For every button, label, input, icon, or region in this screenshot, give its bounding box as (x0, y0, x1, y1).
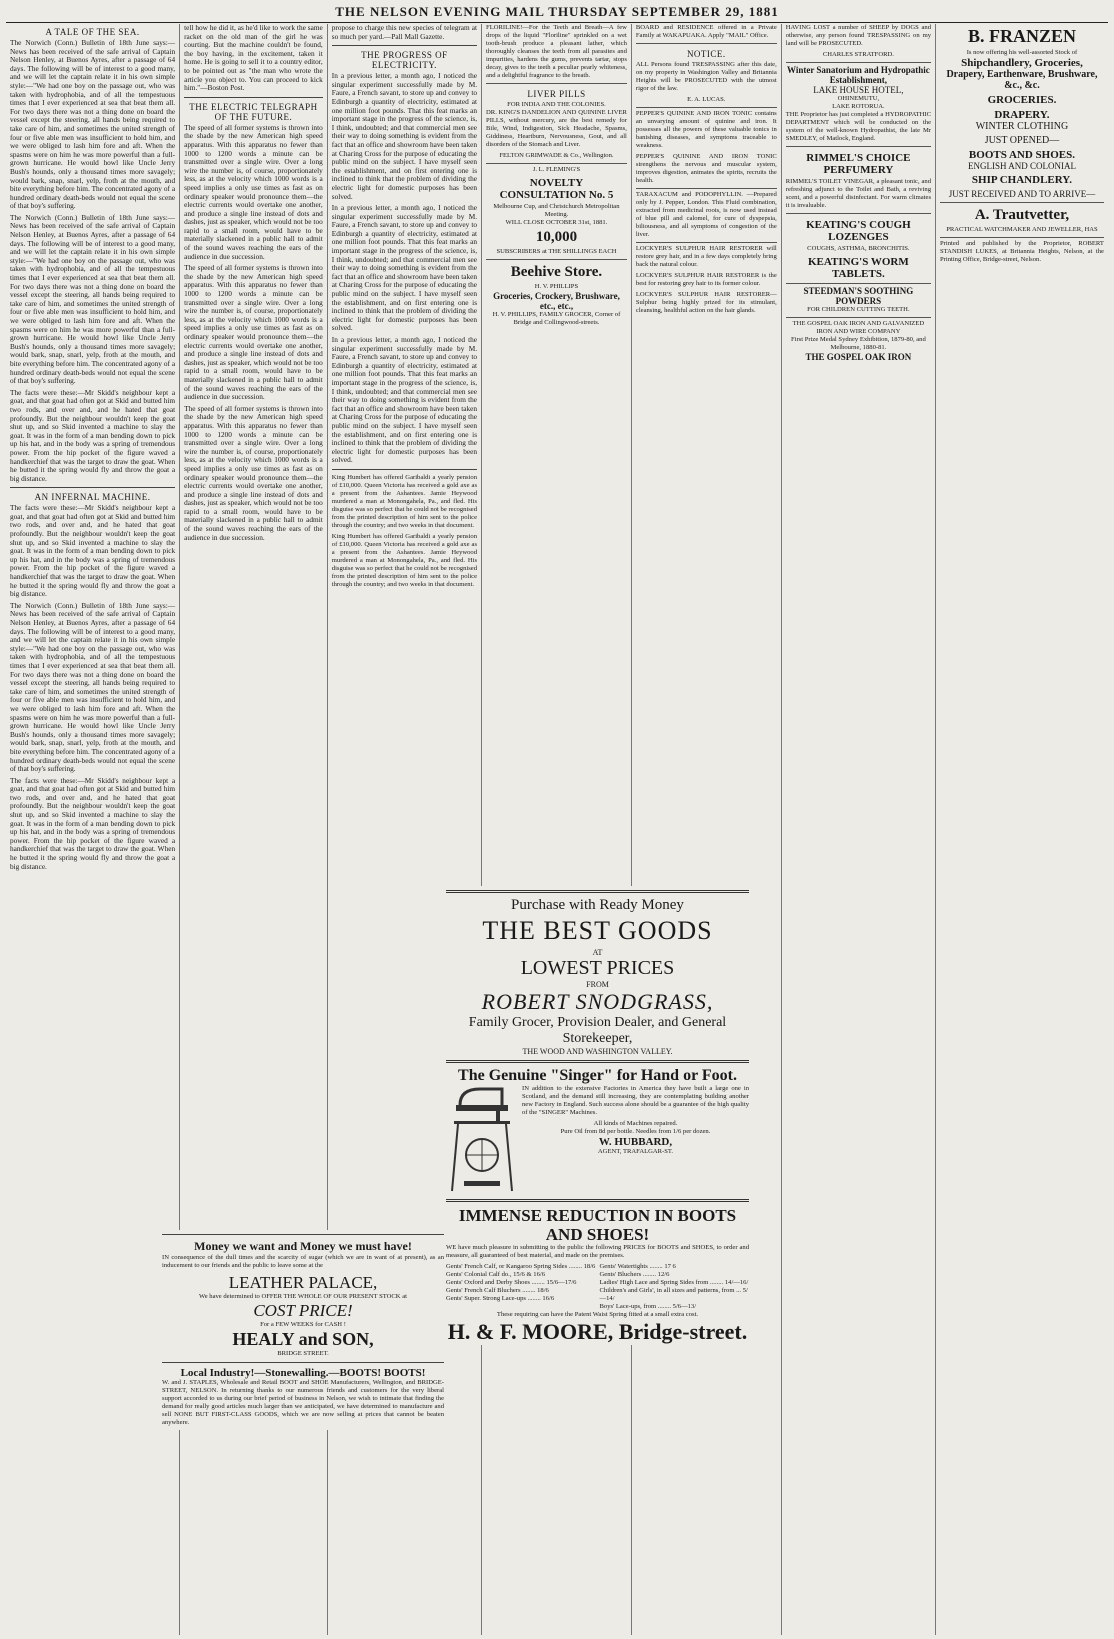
ad-heading: GROCERIES. (987, 94, 1057, 106)
ad-heading: Shipchandlery, Groceries, (961, 57, 1083, 69)
article-title: THE ELECTRIC TELEGRAPH OF THE FUTURE. (189, 101, 318, 122)
price-item: Gents' French Calf, or Kangaroo Spring Sides ........ 18/6 (446, 1263, 596, 1270)
news-items: King Humbert has offered Garibaldi a yearly pension of £10,000. Queen Victoria has received a gold axe as a present from the Ashantees. Jamie Heywood murdered a man at Monongahela, Pa., and fled. His disguise was so perfect that he could not be recognised from the printed description of him sent to the police through the country; and two weeks in that document. (331, 532, 478, 588)
ad-title: Beehive Store. (510, 264, 603, 280)
article-body: The facts were these:—Mr Skidd's neighbour kept a goat, and that goat had often got at Skid and butted him two rods, and over and, and he hated that goat profoundly. But the neighbour wouldn't keep the goat shut up, and so Skid invented a machine to slay the goat. It was in the form of a man bending down to pick up his hat, and in the body was a spring of tremendous power. From the hip pocket of the figure waved a handkerchief that was the target to draw the goat. When he butted it the spring would fly and throw the goat a big distance. (10, 775, 176, 871)
notice-ad (636, 43, 777, 104)
ad-title: RIMMEL'S CHOICE PERFUMERY (806, 152, 911, 176)
ad-subheading: LAKE HOUSE HOTEL, (813, 85, 904, 95)
ad-body: These requiring can have the Patent Waist Spring fitted at a small extra cost. (496, 1311, 699, 1318)
price-item: Gents' Oxford and Derby Shoes ........ 15/6—17/6 (446, 1279, 577, 1286)
ad-signature: H. & F. MOORE, Bridge-street. (447, 1319, 748, 1344)
price-item: Gents' French Calf Bluchers ........ 18/6 (446, 1287, 549, 1294)
lockyer-ad (636, 242, 777, 315)
fleming-ad (486, 163, 627, 256)
snodgrass-ad (446, 886, 749, 1345)
divider (446, 1060, 749, 1063)
article-title: THE PROGRESS OF ELECTRICITY. (361, 50, 448, 71)
divider (332, 469, 477, 470)
board-ad: BOARD and RESIDENCE offered in a Private Family at WAKAPUAKA. Apply "MAIL" Office. (635, 24, 777, 39)
ad-heading: DRAPERY. (994, 109, 1050, 121)
price-item: Gents' Colonial Calf do., 15/6 & 16/6 (446, 1271, 545, 1278)
beehive-ad (486, 259, 627, 327)
ad-title: NOVELTY CONSULTATION No. 5 (499, 177, 614, 201)
divider (446, 890, 749, 893)
ad-heading: SHIP CHANDLERY. (971, 174, 1072, 186)
ad-body: All kinds of Machines repaired. (593, 1120, 678, 1127)
ad-heading: Money we want and Money we must have! (194, 1239, 412, 1253)
ad-body: LOCKYER'S SULPHUR HAIR RESTORER is the best for restoring grey hair to its former colour. (635, 272, 777, 287)
price-item: Boys' Lace-ups, from ........ 5/6—13/ (599, 1303, 697, 1310)
ad-heading: THE GOSPEL OAK IRON AND GALVANIZED IRON AND WIRE COMPANY (792, 320, 925, 335)
ad-signature: H. V. PHILLIPS, FAMILY GROCER, Corner of Bridge and Collingwood-streets. (492, 311, 621, 326)
ad-title: The Genuine "Singer" for Hand or Foot. (458, 1067, 737, 1084)
article-body: The Norwich (Conn.) Bulletin of 18th June says:—News has been received of the safe arrival of Captain Nelson Henley, at Buenos Ayres, after a passage of 64 days. The following will be of interest to a good many, and we will let the captain relate it in his own simple style:—"We had one boy on the passage out, who was taken with hydrophobia, and of all the tempestuous times that I ever experienced at sea that beat them all. For two days there was not a thing done on board the vessel except the steering, all hands being required to take care of him, and sometimes the united strength of four or five able men was insufficient to hold him, and we were obliged to lash him fore and aft. When the spasms were on him he was more powerful than a full-grown hurricane. He would howl like Uncle Jerry Bush's hounds, only a thousand times more savagely; would bark, snap, snarl, yelp, froth at the mouth, and bite everything before him. The concentrated agony of a hundred ordinary death-beds would not equal the scene of that boy's suffering. (10, 212, 176, 386)
news-items: King Humbert has offered Garibaldi a yearly pension of £10,000. Queen Victoria has received a gold axe as a present from the Ashantees. Jamie Heywood murdered a man at Monongahela, Pa., and fled. His disguise was so perfect that he could not be recognised from the printed description of him sent to the police through the country; and two weeks in that document. (331, 473, 478, 529)
ad-body: We have determined to OFFER THE WHOLE OF OUR PRESENT STOCK at (199, 1293, 407, 1300)
divider (184, 97, 323, 98)
ad-body: Is now offering his well-assorted Stock of (966, 49, 1078, 56)
ad-heading: JUST OPENED— (984, 135, 1060, 146)
rimmel-ad (786, 146, 931, 210)
price-item: Gents' Super. Strong Lace-ups ........ 16/6 (446, 1295, 555, 1302)
ad-subheading: FOR INDIA AND THE COLONIES. (507, 101, 606, 108)
ad-title: KEATING'S COUGH LOZENGES (806, 219, 911, 243)
ad-title: LEATHER PALACE, (228, 1273, 378, 1292)
article-body: The facts were these:—Mr Skidd's neighbour kept a goat, and that goat had often got at Skid and butted him two rods, and over and, and he hated that goat profoundly. But the neighbour wouldn't keep the goat shut up, and so Skid invented a machine to slay the goat. It was in the form of a man bending down to pick up his hat, and in the body was a spring of tremendous power. From the hip pocket of the figure waved a handkerchief that was the target to draw the goat. When he butted it the spring would fly and throw the goat a big distance. (10, 503, 176, 599)
ad-subheading: WILL CLOSE OCTOBER 31st, 1881. (505, 219, 608, 226)
ad-title: A. Trautvetter, (974, 207, 1070, 223)
article-body: In a previous letter, a month ago, I noticed the singular experiment successfully made by M. Faure, a French savant, to store up and convey to Edinburgh a quantity of electricity, estimated at one million foot pounds. That this feat marks an important stage in the progress of the science, is, I think, undoubted; and that commercial men see their way to doing something is evident from the fact that an office and showroom have been taken at Charing Cross for the purpose of educating the public mind on the subject. I have myself seen the establishment, and on first entering one is inclined to think that the problem of dividing the electric light for domestic purposes has been solved. (331, 335, 478, 465)
article-body: In a previous letter, a month ago, I noticed the singular experiment successfully made by M. Faure, a French savant, to store up and convey to Edinburgh a quantity of electricity, estimated at one million foot pounds. That this feat marks an important stage in the progress of the science, is, I think, undoubted; and that commercial men see their way to doing something is evident from the fact that an office and showroom have been taken at Charing Cross for the purpose of educating the public mind on the subject. I have myself seen the establishment, and on first entering one is inclined to think that the problem of dividing the electric light for domestic purposes has been solved. (331, 71, 478, 201)
ad-subheading: COUGHS, ASTHMA, BRONCHITIS. (807, 245, 910, 252)
ad-title: LOWEST PRICES (520, 957, 675, 979)
ad-body: RIMMEL'S TOILET VINEGAR, a pleasant tonic, and refreshing adjunct to the Toilet and Bath, a reviving scent, and a powerful disinfectant. For warm climates it is invaluable. (785, 178, 932, 209)
masthead: THE NELSON EVENING MAIL THURSDAY SEPTEMBER 29, 1881 (6, 2, 1108, 23)
column-4 (482, 24, 632, 1635)
ad-signature: E. A. LUCAS. (687, 96, 726, 103)
ad-heading: NOTICE. (686, 49, 726, 59)
article-body: The Norwich (Conn.) Bulletin of 18th June says:—News has been received of the safe arrival of Captain Nelson Henley, at Buenos Ayres, after a passage of 64 days. The following will be of interest to a good many, and we will let the captain relate it in his own simple style:—"We had one boy on the passage out, who was taken with hydrophobia, and of all the tempestuous times that I ever experienced at sea that beat them all. For two days there was not a thing done on board the vessel except the steering, all hands being required to take care of him, and sometimes the united strength of four or five able men was insufficient to hold him, and we were obliged to lash him fore and aft. When the spasms were on him he was more powerful than a full-grown hurricane. He would howl like Uncle Jerry Bush's hounds, only a thousand times more savagely; would bark, snap, snarl, yelp, froth at the mouth, and bite everything before him. The concentrated agony of a hundred ordinary death-beds would not equal the scene of that boy's suffering. (10, 600, 176, 774)
ad-subheading: FROM (586, 980, 609, 989)
ad-subheading: SUBSCRIBERS at THE SHILLINGS EACH (496, 248, 617, 255)
divider (162, 1234, 444, 1235)
ad-heading: Purchase with Ready Money (511, 897, 684, 913)
ad-body: DR. KING'S DANDELION AND QUININE LIVER PILLS, without mercury, are the best remedy for Bile, Wind, Indigestion, Sick Headache, Spasms, Giddiness, Heartburn, Nervousness, Gout, and all disorders of the Stomach and Liver. (486, 109, 627, 148)
price-item: Ladies' High Lace and Spring Sides from ........ 14/—16/ (599, 1279, 749, 1286)
ad-subheading: Groceries, Crockery, Brushware, etc., etc., (493, 291, 620, 311)
ad-heading: BOOTS AND SHOES. (968, 149, 1075, 161)
ad-subheading: Family Grocer, Provision Dealer, and General Storekeeper, (468, 1015, 727, 1046)
liver-pills-ad (486, 83, 627, 160)
ad-heading: STEEDMAN'S SOOTHING POWDERS (803, 286, 914, 306)
article-body: In a previous letter, a month ago, I noticed the singular experiment successfully made by M. Faure, a French savant, to store up and convey to Edinburgh a quantity of electricity, estimated at one million foot pounds. That this feat marks an important stage in the progress of the science, is, I think, undoubted; and that commercial men see their way to doing something is evident from the fact that an office and showroom have been taken at Charing Cross for the purpose of educating the public mind on the subject. I have myself seen the establishment, and on first entering one is inclined to think that the problem of dividing the electric light for domestic purposes has been solved. (331, 203, 478, 333)
column-1 (6, 24, 180, 1635)
ad-body: IN addition to the extensive Factories in America they have built a large one in Scotland, and the demand still increasing, they are contemplating building another new Factory in England. Such success alone should be a guarantee of the high quality of the "SINGER" Machines. (522, 1085, 749, 1116)
article-body: The facts were these:—Mr Skidd's neighbour kept a goat, and that goat had often got at Skid and butted him two rods, and over and, and he hated that goat profoundly. But the neighbour wouldn't keep the goat shut up, and so Skid invented a machine to slay the goat. It was in the form of a man bending down to pick up his hat, and in the body was a spring of tremendous power. From the hip pocket of the figure waved a handkerchief that was the target to draw the goat. When he butted it the spring would fly and throw the goat a big distance. (10, 387, 176, 483)
column-5 (632, 24, 782, 1635)
imprint-text: Printed and published by the Proprietor, ROBERT STANDISH LUKES, at Britannia Heights, Nelson, at the Printing Office, Bridge-street, Nelson. (940, 240, 1104, 263)
divider (10, 487, 175, 488)
ad-heading: LIVER PILLS (527, 89, 586, 99)
ad-body: PEPPER'S QUININE AND IRON TONIC contains an unvarying amount of quinine and iron. It possesses all the powers of these valuable tonics in banishing diseases, and symptoms traceable to weakness. (635, 110, 777, 149)
sanatorium-ad (786, 62, 931, 143)
ad-subheading: LAKE ROTORUA. (832, 103, 885, 110)
ad-body: LOCKYER'S SULPHUR HAIR RESTORER—Sulphur being highly prized for its stimulant, cleansing, healthful action on the hair glands. (635, 291, 777, 314)
price-item: Gents' Bluchers ........ 12/6 (599, 1271, 670, 1278)
ad-title: IMMENSE REDUCTION IN BOOTS AND SHOES! (458, 1206, 737, 1244)
ad-body: ALL Persons found TRESPASSING after this date, on my property in Washington Valley and Britannia Heights will be PROSECUTED with the utmost rigor of the law. (635, 61, 777, 92)
ad-heading: Local Industry!—Stonewalling.—BOOTS! BOOTS! (180, 1367, 426, 1379)
trautvetter-ad (940, 202, 1104, 234)
ad-signature: W. HUBBARD, (598, 1136, 673, 1148)
divider (332, 45, 477, 46)
ad-body: THE Proprietor has just completed a HYDROPATHIC DEPARTMENT which will be conducted on the system of the well-known Hydropathist, the late Mr SMEDLEY, of Matlock, England. (785, 111, 932, 142)
ad-signature: FELTON GRIMWADE & Co., Wellington. (499, 152, 614, 159)
price-item: Children's and Girls', in all sizes and patterns, from ... 5/—14/ (599, 1287, 748, 1302)
divider (162, 1362, 444, 1363)
ad-body: IN consequence of the dull times and the scarcity of sugar (which we are in want of at present), as an inducement to our friends and the public to leave some at the (162, 1254, 444, 1269)
ad-subheading: AT (592, 948, 603, 957)
ad-signature: HEALY and SON, (232, 1329, 374, 1349)
ad-subheading: THE WOOD AND WASHINGTON VALLEY. (522, 1047, 673, 1056)
taraxacum-ad (636, 188, 777, 239)
article-title: A TALE OF THE SEA. (45, 27, 140, 37)
ad-title: B. FRANZEN (967, 26, 1076, 46)
ad-subheading: Melbourne Cup, and Christchurch Metropolitan Meeting. (493, 203, 620, 218)
article-body: tell how he did it, as he'd like to work the same racket on the old man of the girl he was courting. But the machine couldn't be found, the boy having, in the excitement, taken it home. He is going to sell it to a country editor, to be pointed out as "the man who wrote the article you object to. You can proceed to kick him."—Boston Post. (184, 24, 323, 93)
ad-subheading: H. V. PHILLIPS (534, 283, 579, 290)
ad-body: WE have much pleasure in submitting to the public the following PRICES for BOOTS and SHOES, to order and measure, all guaranteed of best material, and made on the premises. (446, 1244, 749, 1259)
ad-heading: JUST RECEIVED AND TO ARRIVE— (948, 189, 1096, 199)
ad-heading: WINTER CLOTHING (975, 121, 1069, 132)
article-body: The Norwich (Conn.) Bulletin of 18th June says:—News has been received of the safe arrival of Captain Nelson Henley, at Buenos Ayres, after a passage of 64 days. The following will be of interest to a good many, and we will let the captain relate it in his own simple style:—"We had one boy on the passage out, who was taken with hydrophobia, and of all the tempestuous times that I ever experienced at sea that beat them all. For two days there was not a thing done on board the vessel except the steering, all hands being required to take care of him, and sometimes the united strength of four or five able men was insufficient to hold him, and we were obliged to lash him fore and aft. When the spasms were on him he was more powerful than a full-grown hurricane. He would howl like Uncle Jerry Bush's hounds, only a thousand times more savagely; would bark, snap, snarl, yelp, froth at the mouth, and bite everything before him. The concentrated agony of a hundred ordinary death-beds would not equal the scene of that boy's suffering. (10, 38, 176, 211)
ad-title: KEATING'S WORM TABLETS. (808, 256, 909, 280)
ad-title: THE BEST GOODS (482, 916, 713, 945)
ad-signature: BRIDGE STREET. (277, 1350, 329, 1357)
ad-subheading: First Prize Medal Sydney Exhibition, 1879-80, and Melbourne, 1880-81. (790, 336, 926, 351)
ad-signature: AGENT, TRAFALGAR-ST. (597, 1148, 674, 1155)
column-7 (936, 24, 1108, 1635)
price-list (446, 1263, 749, 1311)
divider (446, 1199, 749, 1202)
gospel-oak-ad (786, 317, 931, 362)
ad-title: COST PRICE! (253, 1301, 353, 1320)
article-body: The speed of all former systems is thrown into the shade by the new American high speed apparatus. With this apparatus no fewer than 1000 to 1200 words a minute can be transmitted over a single wire. Over a long wire the number is, of course, proportionately less, as at the velocity which 1000 words is a speed implies a only use times as fast as on ordinary speaker would pronounce them—the electric currents would overtake one another, and produce a single line instead of dots and dashes, just as speaker, which would not be too rapid to a small room, would have to be materially slackened in a public hall to admit of the sound waves reaching the ears of the audience in due succession. (184, 263, 323, 402)
ad-body: PEPPER'S QUININE AND IRON TONIC strengthens the nervous and muscular system, improves digestion, animates the spirits, recruits the health. (635, 153, 777, 184)
ad-heading: ENGLISH AND COLONIAL (967, 161, 1076, 171)
sewing-machine-illustration (446, 1085, 518, 1195)
price-item: Gents' Watertights ........ 17 6 (599, 1263, 676, 1270)
ad-body: W. and J. STAPLES, Wholesale and Retail BOOT and SHOE Manufacturers, Wellington, and BRIDGE-STREET, NELSON. In returning thanks to our numerous friends and customers for the very liberal support accorded to us during our brief period of business in Nelson, we wish to intimate that finding the demand for really good articles much larger than we anticipated, we have determined to manufacture and sell NONE BUT FIRST-CLASS GOODS, which we are now selling at prices that cannot be beaten anywhere. (162, 1379, 444, 1426)
ad-body: TARAXACUM and PODOPHYLLIN. —Prepared only by J. Pepper, London. This Fluid combination, extracted from medicinal roots, is now used instead of blue pill and calomel, for cure of dyspepsia, biliousness, and all symptoms of congestion of the liver. (635, 191, 777, 238)
ad-title: ROBERT SNODGRASS, (481, 989, 714, 1014)
article-body: The speed of all former systems is thrown into the shade by the new American high speed apparatus. With this apparatus no fewer than 1000 to 1200 words a minute can be transmitted over a single wire. Over a long wire the number is, of course, proportionately less, as at the velocity which 1000 words is a speed implies a only use times as fast as on ordinary speaker would pronounce them—the electric currents would overtake one another, and produce a single line instead of dots and dashes, just as speaker, which would not be too rapid to a small room, would have to be materially slackened in a public hall to admit of the sound waves reaching the ears of the audience in due succession. (184, 122, 323, 261)
ad-subheading: FOR CHILDREN CUTTING TEETH. (807, 306, 910, 313)
floriline-ad: FLORILINE!—For the Teeth and Breath—A few drops of the liquid "Floriline" sprinkled on a wet tooth-brush produce a pleasant lather, which thoroughly cleanses the teeth from all parasites and impurities, hardens the gums, prevents tartar, stops decay, gives to the teeth a peculiar pearly whiteness, and a delightful fragrance to the breath. (486, 24, 627, 79)
column-6 (782, 24, 936, 1635)
leather-palace-ad (162, 1230, 444, 1430)
sheep-notice: HAVING LOST a number of SHEEP by DOGS and otherwise, any person found TRESPASSING on my land will be PROSECUTED. (785, 24, 932, 47)
ad-subheading: OHINEMUTU, (837, 95, 880, 102)
ad-body: Pure Oil from 8d per bottle. Needles from 1/6 per dozen. (560, 1128, 711, 1135)
singer-ad-body (446, 1085, 749, 1195)
ad-number: 10,000 (535, 229, 578, 245)
pepper-ad (636, 107, 777, 185)
imprint (940, 237, 1104, 264)
ad-heading: THE GOSPEL OAK IRON (805, 352, 912, 362)
ad-heading: Winter Sanatorium and Hydropathic Establishment, (786, 65, 930, 85)
article-body: The speed of all former systems is thrown into the shade by the new American high speed apparatus. With this apparatus no fewer than 1000 to 1200 words a minute can be transmitted over a single wire. Over a long wire the number is, of course, proportionately less, as at the velocity which 1000 words is a speed implies a only use times as fast as on ordinary speaker would pronounce them—the electric currents would overtake one another, and produce a single line instead of dots and dashes, just as speaker, which would not be too rapid to a small room, would have to be materially slackened in a public hall to admit of the sound waves reaching the ears of the audience in due succession. (184, 403, 323, 542)
ad-body: For a FEW WEEKS for CASH ! (260, 1321, 346, 1328)
steedman-ad (786, 283, 931, 314)
keating-ad (786, 213, 931, 280)
ad-body: LOCKYER'S SULPHUR HAIR RESTORER will restore grey hair, and in a few days completely bring back the natural colour. (635, 245, 777, 268)
ad-heading: Drapery, Earthenware, Brushware, &c., &c. (946, 69, 1098, 91)
ad-subheading: PRACTICAL WATCHMAKER AND JEWELLER, HAS (946, 226, 1098, 233)
ad-signature: CHARLES STRATFORD. (822, 51, 894, 58)
ad-heading: J. L. FLEMING'S (532, 166, 581, 173)
article-title: AN INFERNAL MACHINE. (34, 492, 151, 503)
article-body: propose to charge this new species of telegram at so much per yard.—Pall Mall Gazette. (331, 24, 478, 41)
